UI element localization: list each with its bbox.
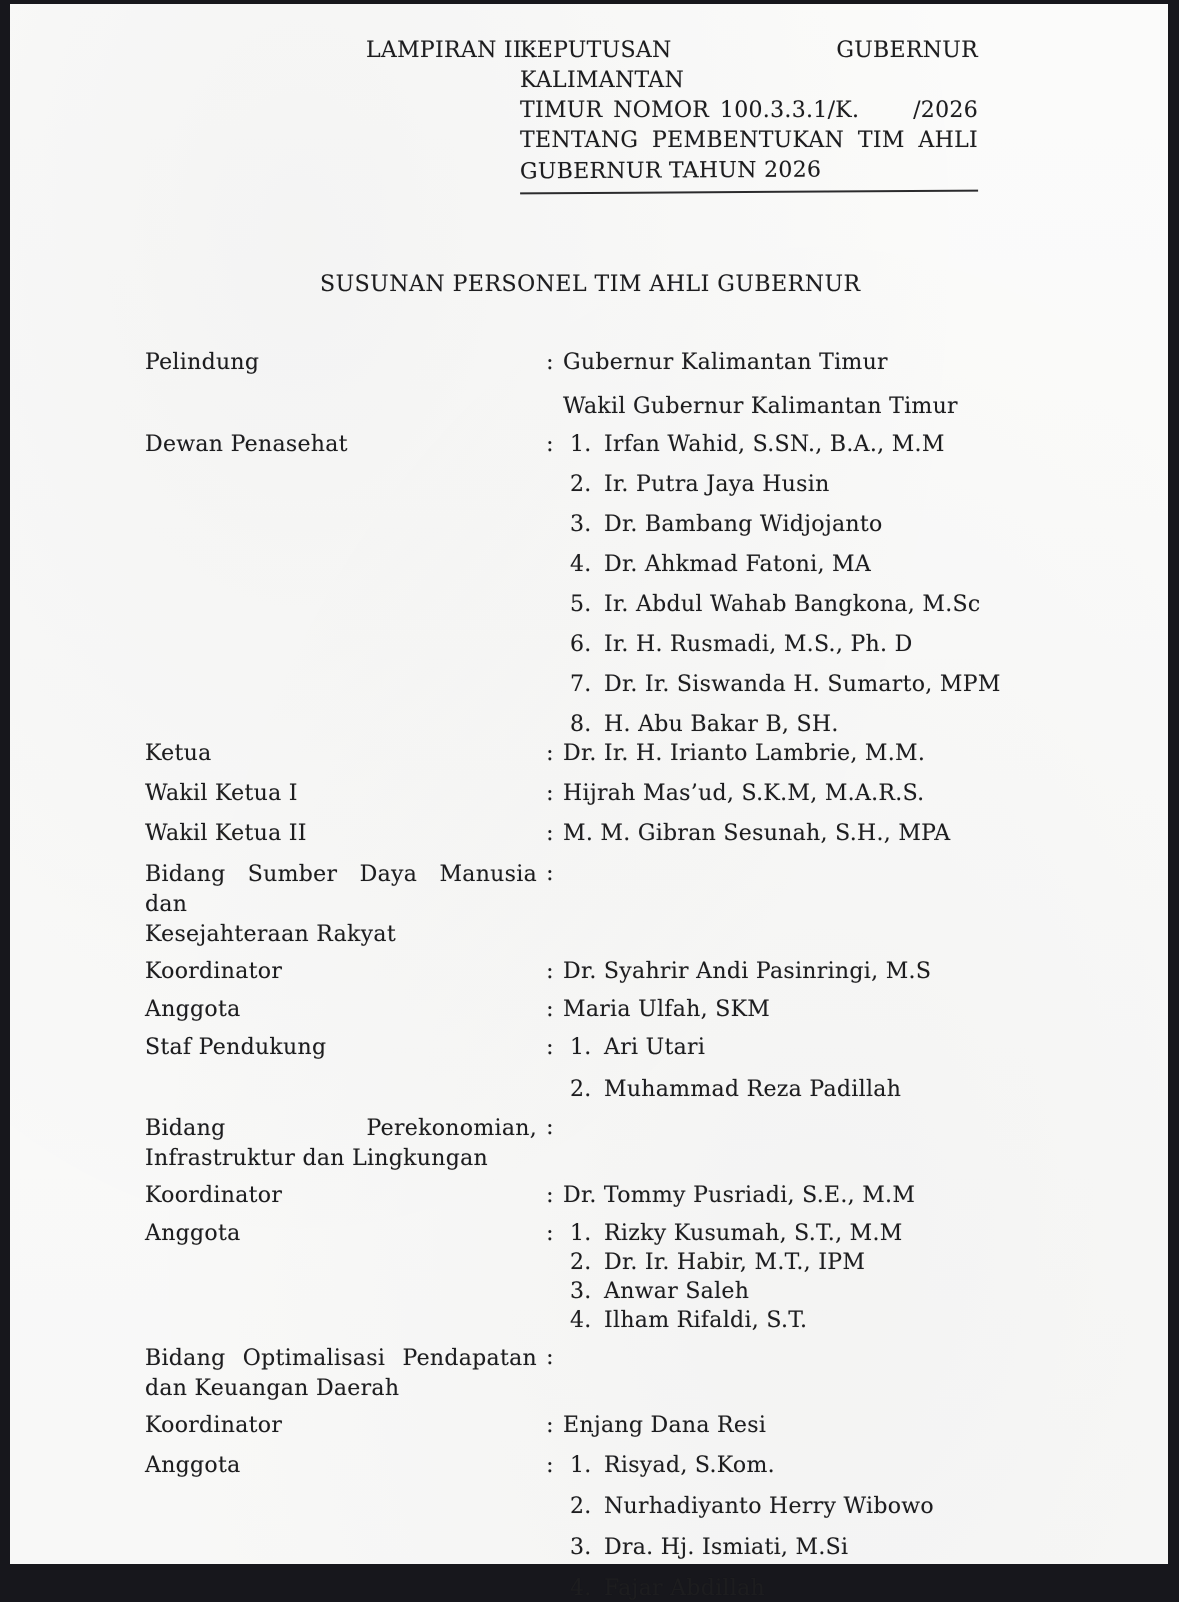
lampiran-header (10, 36, 1168, 193)
colon-separator: : (537, 996, 563, 1023)
list-item (563, 1034, 1168, 1061)
list-item (563, 1307, 1168, 1334)
row-wakil-ketua-2 (10, 820, 1168, 847)
section-label-line-2: dan Keuangan Daerah (145, 1374, 537, 1404)
list-item (563, 1249, 1168, 1276)
value-line: Enjang Dana Resi (563, 1412, 1168, 1439)
colon-separator: : (537, 1114, 563, 1174)
colon-separator: : (537, 1452, 563, 1602)
document-page (10, 4, 1168, 1564)
list-item (563, 471, 1168, 498)
colon-separator: : (537, 431, 563, 738)
value-column (563, 780, 1168, 807)
value-column (563, 1452, 1168, 1602)
value-line: Dr. Ir. H. Irianto Lambrie, M.M. (563, 740, 1168, 767)
row-wakil-ketua-1 (10, 780, 1168, 807)
value-column (563, 1220, 1168, 1334)
item-number: 2. (563, 1076, 604, 1103)
value-column (563, 860, 1168, 950)
row-label: Wakil Ketua I (145, 780, 537, 807)
row-label: Dewan Penasehat (145, 431, 537, 738)
list-item (563, 1220, 1168, 1247)
lampiran-text-block (520, 36, 978, 193)
item-name: Dra. Hj. Ismiati, M.Si (604, 1534, 848, 1561)
item-number: 1. (563, 1452, 604, 1479)
item-number: 2. (563, 1249, 604, 1276)
item-number: 1. (563, 1220, 604, 1247)
item-name: Anwar Saleh (604, 1278, 749, 1305)
list-item (563, 711, 1168, 738)
item-number: 1. (563, 431, 604, 458)
item-name: Irfan Wahid, S.SN., B.A., M.M (604, 431, 945, 458)
section-label (145, 1344, 537, 1404)
section-label (145, 860, 537, 950)
item-name: Ilham Rifaldi, S.T. (604, 1307, 807, 1334)
item-name: Nurhadiyanto Herry Wibowo (604, 1493, 934, 1520)
row-anggota-perekonomian (10, 1220, 1168, 1334)
section-label-line-1: Bidang Optimalisasi Pendapatan (145, 1344, 537, 1374)
item-name: Dr. Ir. Habir, M.T., IPM (604, 1249, 865, 1276)
value-line: Maria Ulfah, SKM (563, 996, 1168, 1023)
item-name: Dr. Bambang Widjojanto (604, 511, 883, 538)
item-number: 3. (563, 1534, 604, 1561)
row-label: Koordinator (145, 1182, 537, 1209)
row-label: Pelindung (145, 349, 537, 420)
value-line: Dr. Tommy Pusriadi, S.E., M.M (563, 1182, 1168, 1209)
section-label-line-2: Infrastruktur dan Lingkungan (145, 1144, 537, 1174)
item-number: 2. (563, 471, 604, 498)
value-column (563, 740, 1168, 767)
value-column (563, 1344, 1168, 1404)
colon-separator: : (537, 1220, 563, 1334)
item-name: Ir. Putra Jaya Husin (604, 471, 830, 498)
item-name: Ari Utari (604, 1034, 705, 1061)
personnel-list (10, 349, 1168, 1602)
section-label (145, 1114, 537, 1174)
row-label: Anggota (145, 996, 537, 1023)
value-column (563, 1114, 1168, 1174)
item-name: Dr. Ir. Siswanda H. Sumarto, MPM (604, 671, 1001, 698)
list-item (563, 1534, 1168, 1561)
row-dewan-penasehat (10, 431, 1168, 738)
row-anggota-optimalisasi (10, 1452, 1168, 1602)
item-number: 8. (563, 711, 604, 738)
value-column (563, 349, 1168, 420)
colon-separator: : (537, 1034, 563, 1103)
row-anggota-sdm (10, 996, 1168, 1023)
document-title: SUSUNAN PERSONEL TIM AHLI GUBERNUR (10, 271, 1168, 299)
item-number: 4. (563, 1575, 604, 1602)
value-column (563, 996, 1168, 1023)
item-name: Muhammad Reza Padillah (604, 1076, 901, 1103)
list-item (563, 631, 1168, 658)
row-koordinator-optimalisasi (10, 1412, 1168, 1439)
value-line: M. M. Gibran Sesunah, S.H., MPA (563, 820, 1168, 847)
value-line: Hijrah Mas’ud, S.K.M, M.A.R.S. (563, 780, 1168, 807)
colon-separator: : (537, 860, 563, 950)
list-item (563, 1493, 1168, 1520)
colon-separator: : (537, 958, 563, 985)
item-number: 5. (563, 591, 604, 618)
row-label: Ketua (145, 740, 537, 767)
item-number: 2. (563, 1493, 604, 1520)
section-label-line-2: Kesejahteraan Rakyat (145, 920, 537, 950)
item-number: 3. (563, 1278, 604, 1305)
colon-separator: : (537, 820, 563, 847)
list-item (563, 551, 1168, 578)
value-column (563, 958, 1168, 985)
value-column (563, 431, 1168, 738)
row-label: Staf Pendukung (145, 1034, 537, 1103)
value-column (563, 820, 1168, 847)
colon-separator: : (537, 740, 563, 767)
item-number: 4. (563, 1307, 604, 1334)
lampiran-line-3: TENTANG PEMBENTUKAN TIM AHLI (520, 126, 978, 156)
colon-separator: : (537, 349, 563, 420)
value-column (563, 1034, 1168, 1103)
row-label: Wakil Ketua II (145, 820, 537, 847)
item-number: 3. (563, 511, 604, 538)
item-name: Ir. H. Rusmadi, M.S., Ph. D (604, 631, 913, 658)
item-name: Dr. Ahkmad Fatoni, MA (604, 551, 871, 578)
item-name: H. Abu Bakar B, SH. (604, 711, 839, 738)
list-item (563, 671, 1168, 698)
item-name: Rizky Kusumah, S.T., M.M (604, 1220, 903, 1247)
list-item (563, 1575, 1168, 1602)
list-item (563, 431, 1168, 458)
value-column (563, 1182, 1168, 1209)
colon-separator: : (537, 1182, 563, 1209)
row-label: Anggota (145, 1452, 537, 1602)
lampiran-label: LAMPIRAN II : (366, 36, 520, 193)
item-name: Fajar Abdillah (604, 1575, 765, 1602)
row-bidang-perekonomian (10, 1114, 1168, 1174)
row-bidang-optimalisasi (10, 1344, 1168, 1404)
section-label-line-1: Bidang Sumber Daya Manusia dan (145, 860, 537, 920)
lampiran-line-2: TIMUR NOMOR 100.3.3.1/K. /2026 (520, 96, 978, 126)
item-number: 7. (563, 671, 604, 698)
list-item (563, 1452, 1168, 1479)
row-ketua (10, 740, 1168, 767)
section-label-line-1: Bidang Perekonomian, (145, 1114, 537, 1144)
item-number: 6. (563, 631, 604, 658)
item-name: Risyad, S.Kom. (604, 1452, 775, 1479)
colon-separator: : (537, 780, 563, 807)
row-label: Koordinator (145, 1412, 537, 1439)
value-column (563, 1412, 1168, 1439)
value-line: Gubernur Kalimantan Timur (563, 349, 1168, 376)
lampiran-line-1: KEPUTUSAN GUBERNUR KALIMANTAN (520, 36, 978, 96)
list-item (563, 591, 1168, 618)
item-number: 1. (563, 1034, 604, 1061)
row-staf-pendukung (10, 1034, 1168, 1103)
value-line: Dr. Syahrir Andi Pasinringi, M.S (563, 958, 1168, 985)
row-bidang-sdm (10, 860, 1168, 950)
colon-separator: : (537, 1412, 563, 1439)
value-line: Wakil Gubernur Kalimantan Timur (563, 393, 1168, 420)
colon-separator: : (537, 1344, 563, 1404)
item-number: 4. (563, 551, 604, 578)
item-name: Ir. Abdul Wahab Bangkona, M.Sc (604, 591, 981, 618)
list-item (563, 511, 1168, 538)
lampiran-line-4: GUBERNUR TAHUN 2026 (520, 155, 978, 195)
list-item (563, 1278, 1168, 1305)
row-koordinator-sdm (10, 958, 1168, 985)
row-pelindung (10, 349, 1168, 420)
row-label: Koordinator (145, 958, 537, 985)
list-item (563, 1076, 1168, 1103)
row-koordinator-perekonomian (10, 1182, 1168, 1209)
row-label: Anggota (145, 1220, 537, 1334)
